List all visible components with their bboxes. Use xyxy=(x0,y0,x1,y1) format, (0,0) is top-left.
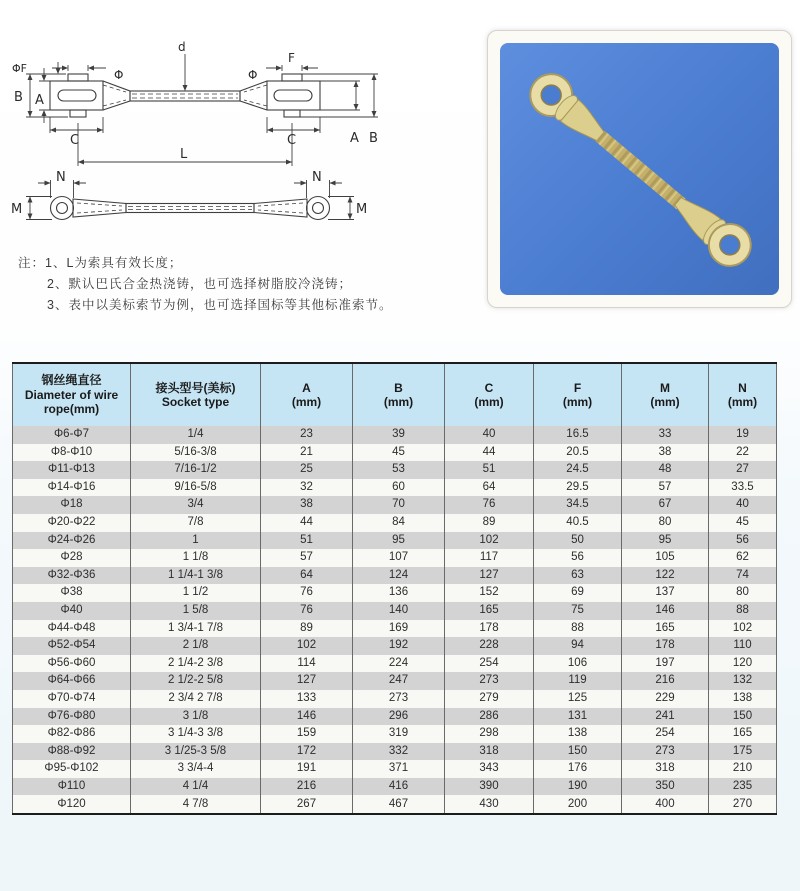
table-cell: 178 xyxy=(445,620,534,638)
table-cell: 102 xyxy=(445,532,534,550)
table-body xyxy=(13,426,777,814)
table-cell: 127 xyxy=(261,672,353,690)
table-cell: 150 xyxy=(709,708,777,726)
table-cell: 62 xyxy=(709,549,777,567)
table-cell: 1 1/8 xyxy=(131,549,261,567)
table-cell: 88 xyxy=(709,602,777,620)
table-cell: 95 xyxy=(353,532,445,550)
table-cell: 273 xyxy=(445,672,534,690)
table-cell: 296 xyxy=(353,708,445,726)
table-cell: 119 xyxy=(534,672,622,690)
label-b-left: B xyxy=(14,90,23,105)
table-cell: 165 xyxy=(445,602,534,620)
table-cell: 80 xyxy=(622,514,709,532)
table-row xyxy=(13,708,777,726)
table-cell: 235 xyxy=(709,778,777,796)
table-cell: Φ24-Φ26 xyxy=(13,532,131,550)
table-cell: 75 xyxy=(534,602,622,620)
table-cell: 371 xyxy=(353,760,445,778)
table-cell: 254 xyxy=(622,725,709,743)
note-line-1: 注：1、L为索具有效长度； xyxy=(18,256,183,270)
table-cell: 169 xyxy=(353,620,445,638)
table-cell: 76 xyxy=(445,496,534,514)
table-cell: 159 xyxy=(261,725,353,743)
table-cell: 200 xyxy=(534,795,622,814)
table-cell: 34.5 xyxy=(534,496,622,514)
table-cell: 3 3/4-4 xyxy=(131,760,261,778)
label-m-right: M xyxy=(356,202,368,217)
table-row xyxy=(13,461,777,479)
table-row xyxy=(13,690,777,708)
label-d: d xyxy=(178,40,186,54)
table-cell: 94 xyxy=(534,637,622,655)
table-cell: 247 xyxy=(353,672,445,690)
table-cell: 88 xyxy=(534,620,622,638)
table-row xyxy=(13,795,777,814)
table-cell: 228 xyxy=(445,637,534,655)
table-cell: Φ95-Φ102 xyxy=(13,760,131,778)
table-cell: 105 xyxy=(622,549,709,567)
table-cell: Φ18 xyxy=(13,496,131,514)
table-cell: 80 xyxy=(709,584,777,602)
table-cell: 332 xyxy=(353,743,445,761)
label-phi-right: Φ xyxy=(248,68,258,82)
table-row xyxy=(13,532,777,550)
table-cell: Φ11-Φ13 xyxy=(13,461,131,479)
table-cell: 106 xyxy=(534,655,622,673)
table-cell: 1/4 xyxy=(131,426,261,444)
product-photo xyxy=(500,43,779,295)
table-cell: 152 xyxy=(445,584,534,602)
label-l: L xyxy=(180,147,188,162)
note-prefix: 注： xyxy=(18,256,46,270)
table-cell: 127 xyxy=(445,567,534,585)
label-phi-left: Φ xyxy=(114,68,124,82)
table-cell: 1 1/2 xyxy=(131,584,261,602)
table-cell: 229 xyxy=(622,690,709,708)
table-cell: 107 xyxy=(353,549,445,567)
table-cell: 48 xyxy=(622,461,709,479)
table-cell: Φ28 xyxy=(13,549,131,567)
table-cell: 3 1/25-3 5/8 xyxy=(131,743,261,761)
table-cell: 3/4 xyxy=(131,496,261,514)
table-cell: 254 xyxy=(445,655,534,673)
table-cell: 467 xyxy=(353,795,445,814)
table-cell: 33.5 xyxy=(709,479,777,497)
table-row xyxy=(13,637,777,655)
label-n-right: N xyxy=(312,170,322,185)
table-cell: 38 xyxy=(622,444,709,462)
table-cell: 19 xyxy=(709,426,777,444)
table-cell: 131 xyxy=(534,708,622,726)
table-row xyxy=(13,549,777,567)
note-line-2: 2、默认巴氏合金热浇铸，也可选择树脂胶冷浇铸； xyxy=(47,277,352,291)
table-cell: 132 xyxy=(709,672,777,690)
table-cell: 286 xyxy=(445,708,534,726)
table-cell: 39 xyxy=(353,426,445,444)
table-row xyxy=(13,602,777,620)
clevis-sling-drawing xyxy=(8,38,408,176)
col-header-m: M (mm) xyxy=(622,363,709,426)
table-cell: 400 xyxy=(622,795,709,814)
table-cell: 114 xyxy=(261,655,353,673)
table-cell: Φ70-Φ74 xyxy=(13,690,131,708)
table-cell: 64 xyxy=(261,567,353,585)
table-cell: 165 xyxy=(622,620,709,638)
table-row xyxy=(13,479,777,497)
table-cell: 146 xyxy=(261,708,353,726)
table-cell: 2 1/4-2 3/8 xyxy=(131,655,261,673)
table-cell: 178 xyxy=(622,637,709,655)
table-cell: 176 xyxy=(534,760,622,778)
table-cell: 133 xyxy=(261,690,353,708)
table-cell: Φ88-Φ92 xyxy=(13,743,131,761)
label-m-left: M xyxy=(11,202,23,217)
table-cell: 319 xyxy=(353,725,445,743)
table-cell: 40.5 xyxy=(534,514,622,532)
product-photo-card xyxy=(487,30,792,308)
table-cell: 23 xyxy=(261,426,353,444)
table-cell: 2 1/2-2 5/8 xyxy=(131,672,261,690)
table-cell: 51 xyxy=(261,532,353,550)
note-line-3: 3、表中以美标索节为例，也可选择国标等其他标准索节。 xyxy=(47,298,393,312)
table-cell: 110 xyxy=(709,637,777,655)
table-cell: 197 xyxy=(622,655,709,673)
table-cell: 56 xyxy=(709,532,777,550)
table-cell: Φ32-Φ36 xyxy=(13,567,131,585)
table-cell: 146 xyxy=(622,602,709,620)
col-header-b: B (mm) xyxy=(353,363,445,426)
dimension-arrows xyxy=(28,181,353,220)
table-cell: 24.5 xyxy=(534,461,622,479)
table-cell: 22 xyxy=(709,444,777,462)
table-cell: Φ110 xyxy=(13,778,131,796)
table-cell: 318 xyxy=(445,743,534,761)
table-cell: 1 3/4-1 7/8 xyxy=(131,620,261,638)
table-row xyxy=(13,725,777,743)
table-cell: 21 xyxy=(261,444,353,462)
label-a-right: A xyxy=(350,131,359,146)
notes xyxy=(18,253,438,316)
table-cell: 216 xyxy=(622,672,709,690)
table-cell: 210 xyxy=(709,760,777,778)
label-c-right: C xyxy=(287,133,297,148)
table-row xyxy=(13,778,777,796)
table-row xyxy=(13,760,777,778)
table-row xyxy=(13,743,777,761)
table-cell: 95 xyxy=(622,532,709,550)
label-f-right: F xyxy=(288,51,295,65)
table-cell: 56 xyxy=(534,549,622,567)
table-cell: 57 xyxy=(622,479,709,497)
table-cell: 45 xyxy=(709,514,777,532)
table-cell: 138 xyxy=(534,725,622,743)
table-cell: 4 7/8 xyxy=(131,795,261,814)
label-b-right: B xyxy=(369,131,378,146)
table-cell: 343 xyxy=(445,760,534,778)
table-cell: 69 xyxy=(534,584,622,602)
table-cell: 25 xyxy=(261,461,353,479)
table-cell: 279 xyxy=(445,690,534,708)
eye-sling-outline xyxy=(51,197,330,220)
table-row xyxy=(13,672,777,690)
wire-rope-sling-photo xyxy=(500,43,779,295)
table-cell: 50 xyxy=(534,532,622,550)
table-cell: 150 xyxy=(534,743,622,761)
table-row xyxy=(13,567,777,585)
table-cell: 1 5/8 xyxy=(131,602,261,620)
table-cell: 270 xyxy=(709,795,777,814)
table-cell: 430 xyxy=(445,795,534,814)
table-cell: Φ40 xyxy=(13,602,131,620)
table-cell: 70 xyxy=(353,496,445,514)
table-cell: 74 xyxy=(709,567,777,585)
table-cell: 1 1/4-1 3/8 xyxy=(131,567,261,585)
table-cell: 27 xyxy=(709,461,777,479)
col-header-c: C (mm) xyxy=(445,363,534,426)
table-cell: 125 xyxy=(534,690,622,708)
table-cell: 40 xyxy=(445,426,534,444)
sling-assembly xyxy=(522,66,760,275)
table-cell: 33 xyxy=(622,426,709,444)
col-header-n: N (mm) xyxy=(709,363,777,426)
table-row xyxy=(13,620,777,638)
table-cell: 190 xyxy=(534,778,622,796)
table-cell: 416 xyxy=(353,778,445,796)
table-cell: 273 xyxy=(353,690,445,708)
table-row xyxy=(13,655,777,673)
table-cell: 40 xyxy=(709,496,777,514)
eye-sling-drawing xyxy=(8,170,408,250)
table-cell: 122 xyxy=(622,567,709,585)
table-cell: 76 xyxy=(261,584,353,602)
table-cell: 350 xyxy=(622,778,709,796)
table-row xyxy=(13,584,777,602)
table-cell: 5/16-3/8 xyxy=(131,444,261,462)
table-cell: Φ44-Φ48 xyxy=(13,620,131,638)
table-cell: 3 1/4-3 3/8 xyxy=(131,725,261,743)
table-cell: Φ82-Φ86 xyxy=(13,725,131,743)
table-cell: Φ56-Φ60 xyxy=(13,655,131,673)
table-cell: Φ64-Φ66 xyxy=(13,672,131,690)
table-cell: Φ76-Φ80 xyxy=(13,708,131,726)
table-cell: 390 xyxy=(445,778,534,796)
table-cell: 51 xyxy=(445,461,534,479)
table-cell: 298 xyxy=(445,725,534,743)
spec-table xyxy=(12,362,776,815)
table-cell: 2 1/8 xyxy=(131,637,261,655)
table-cell: 136 xyxy=(353,584,445,602)
table-cell: 7/8 xyxy=(131,514,261,532)
table-cell: 2 3/4 2 7/8 xyxy=(131,690,261,708)
table-cell: 57 xyxy=(261,549,353,567)
table-row xyxy=(13,514,777,532)
col-header-socket-type: 接头型号(美标) Socket type xyxy=(131,363,261,426)
table-cell: 191 xyxy=(261,760,353,778)
table-cell: 117 xyxy=(445,549,534,567)
table-cell: 32 xyxy=(261,479,353,497)
table-cell: 16.5 xyxy=(534,426,622,444)
table-cell: 102 xyxy=(709,620,777,638)
label-n-left: N xyxy=(56,170,66,185)
table-cell: 267 xyxy=(261,795,353,814)
table-cell: 224 xyxy=(353,655,445,673)
table-cell: 273 xyxy=(622,743,709,761)
table-cell: 120 xyxy=(709,655,777,673)
table-cell: 137 xyxy=(622,584,709,602)
table-cell: 60 xyxy=(353,479,445,497)
table-cell: 89 xyxy=(445,514,534,532)
table-cell: 44 xyxy=(445,444,534,462)
table-cell: 102 xyxy=(261,637,353,655)
table-row xyxy=(13,496,777,514)
table-cell: 172 xyxy=(261,743,353,761)
table-cell: 38 xyxy=(261,496,353,514)
table-cell: 175 xyxy=(709,743,777,761)
table-cell: Φ52-Φ54 xyxy=(13,637,131,655)
table-cell: 29.5 xyxy=(534,479,622,497)
col-header-a: A (mm) xyxy=(261,363,353,426)
table-header-row xyxy=(13,363,777,426)
col-header-diameter: 钢丝绳直径 Diameter of wire rope(mm) xyxy=(13,363,131,426)
table-cell: 216 xyxy=(261,778,353,796)
table-cell: 53 xyxy=(353,461,445,479)
table-cell: 64 xyxy=(445,479,534,497)
table-cell: Φ120 xyxy=(13,795,131,814)
label-phi-f: ΦF xyxy=(12,62,27,75)
table-cell: 20.5 xyxy=(534,444,622,462)
table-cell: Φ6-Φ7 xyxy=(13,426,131,444)
table-cell: 44 xyxy=(261,514,353,532)
table-cell: 165 xyxy=(709,725,777,743)
table-row xyxy=(13,426,777,444)
dimension-lines xyxy=(26,180,354,220)
table-cell: 3 1/8 xyxy=(131,708,261,726)
table-cell: 192 xyxy=(353,637,445,655)
table-cell: 7/16-1/2 xyxy=(131,461,261,479)
table-cell: 138 xyxy=(709,690,777,708)
col-header-f: F (mm) xyxy=(534,363,622,426)
table-cell: 318 xyxy=(622,760,709,778)
table-cell: Φ14-Φ16 xyxy=(13,479,131,497)
table-cell: 89 xyxy=(261,620,353,638)
table-cell: Φ38 xyxy=(13,584,131,602)
label-a-left: A xyxy=(35,93,44,108)
table-cell: 9/16-5/8 xyxy=(131,479,261,497)
table-cell: Φ8-Φ10 xyxy=(13,444,131,462)
table-cell: 45 xyxy=(353,444,445,462)
table-cell: 1 xyxy=(131,532,261,550)
table-cell: 241 xyxy=(622,708,709,726)
label-c-left: C xyxy=(70,133,80,148)
table-cell: 63 xyxy=(534,567,622,585)
table-cell: 76 xyxy=(261,602,353,620)
table-cell: 84 xyxy=(353,514,445,532)
table-row xyxy=(13,444,777,462)
table-cell: 67 xyxy=(622,496,709,514)
table-cell: 124 xyxy=(353,567,445,585)
dimension-arrows xyxy=(28,66,377,165)
table-cell: 140 xyxy=(353,602,445,620)
table-cell: Φ20-Φ22 xyxy=(13,514,131,532)
table-cell: 4 1/4 xyxy=(131,778,261,796)
